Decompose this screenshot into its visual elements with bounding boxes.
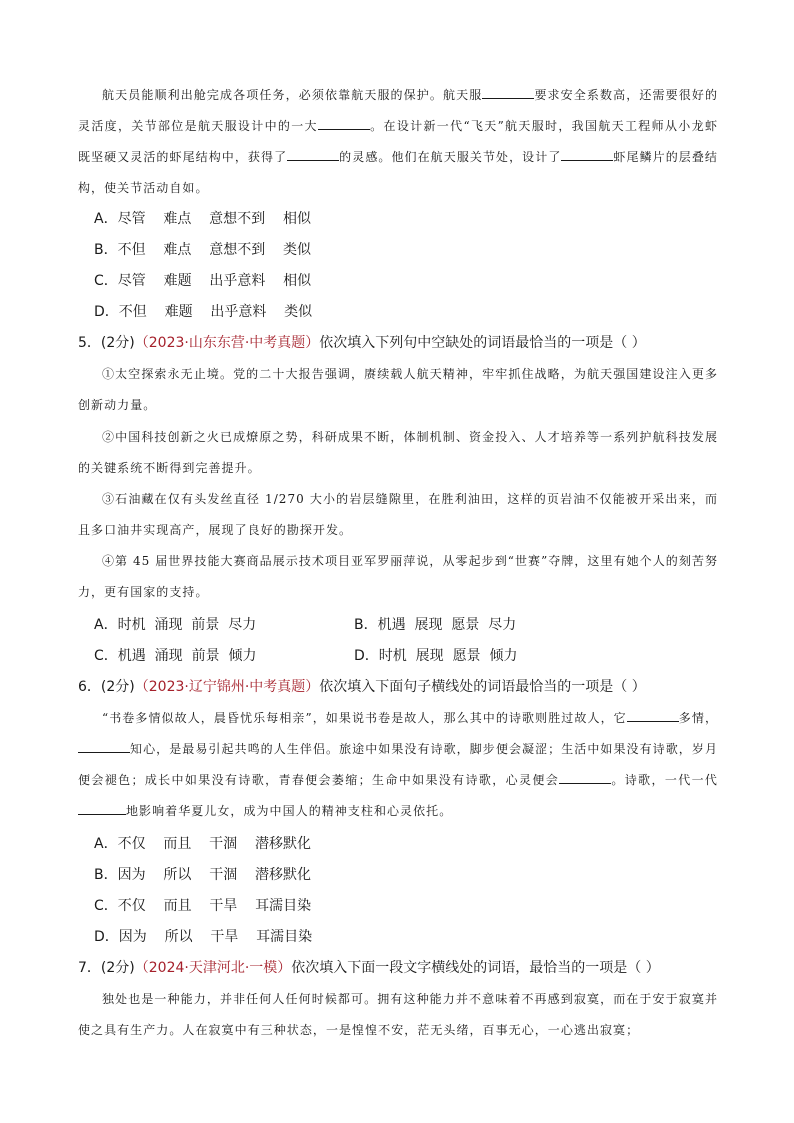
q4-option-d[interactable]: D．不但 难题 出乎意料 类似 xyxy=(94,304,313,320)
q5-sentence-3: ③石油藏在仅有头发丝直径 1/270 大小的岩层缝隙里，在胜利油田，这样的页岩油不仅能被开采出来，而且多口油井实现高产，展现了良好的勘探开发。 xyxy=(78,492,718,537)
q6-passage-part: 地影响着华夏儿女，成为中国人的精神支柱和心灵依托。 xyxy=(126,804,453,818)
q5-option-d[interactable]: D．时机 展现 愿景 倾力 xyxy=(354,648,518,664)
fill-blank xyxy=(78,803,126,815)
q4-passage-part: 虾尾鳞片的层叠结构，使关节活动自如。 xyxy=(78,150,718,195)
q4-option-a[interactable]: A．尽管 难点 意想不到 相似 xyxy=(94,211,311,227)
q6-passage-part: 多情， xyxy=(678,711,719,725)
q6-option-c[interactable]: C．不仅 而且 干旱 耳濡目染 xyxy=(94,898,312,914)
fill-blank xyxy=(318,118,370,130)
q5-option-a[interactable]: A．时机 涌现 前景 尽力 xyxy=(94,617,257,633)
q5-header xyxy=(78,332,646,352)
question-source: （2023·辽宁锦州·中考真题） xyxy=(134,679,320,695)
q6-option-d[interactable]: D．因为 所以 干旱 耳濡目染 xyxy=(94,929,313,945)
question-number: 7．(2分) xyxy=(78,960,135,976)
q6-header xyxy=(78,676,646,696)
q6-passage-part: 知心，是最易引起共鸣的人生伴侣。旅途中如果没有诗歌，脚步便会凝涩；生活中如果没有诗歌，岁月便会褪色；成长中如果没有诗歌，青春便会萎缩；生命中如果没有诗歌，心灵便会 xyxy=(78,742,718,787)
q5-sentence-1: ①太空探索永无止境。党的二十大报告强调，赓续载人航天精神，牢牢抓住战略，为航天强国建设注入更多创新动力量。 xyxy=(78,367,718,412)
q6-passage-part: 。诗歌，一代一代 xyxy=(611,773,718,787)
question-stem: 依次填入下面一段文字横线处的词语，最恰当的一项是（ ） xyxy=(291,960,660,976)
q4-option-b[interactable]: B．不但 难点 意想不到 类似 xyxy=(94,242,312,258)
q4-passage-part: 要求安全系数高，还需要很好的灵活度，关节部位是航天服设计中的一大 xyxy=(78,88,719,133)
q4-passage-part: 航天员能顺利出舱完成各项任务，必须依靠航天服的保护。航天服 xyxy=(102,88,483,102)
fill-blank xyxy=(627,710,679,722)
q4-passage-part: 的灵感。他们在航天服关节处，设计了 xyxy=(339,150,562,164)
fill-blank xyxy=(559,772,611,784)
question-number: 5．(2分) xyxy=(78,335,135,351)
q5-sentence-4: ④第 45 届世界技能大赛商品展示技术项目亚军罗丽萍说，从零起步到“世赛”夺牌，这里有她个人的刻苦努力，更有国家的支持。 xyxy=(78,554,718,599)
question-number: 6．(2分) xyxy=(78,679,135,695)
q5-option-c[interactable]: C．机遇 涌现 前景 倾力 xyxy=(94,648,257,664)
q4-option-c[interactable]: C．尽管 难题 出乎意料 相似 xyxy=(94,273,312,289)
fill-blank xyxy=(287,149,339,161)
q6-passage xyxy=(78,703,718,827)
fill-blank xyxy=(482,87,534,99)
fill-blank xyxy=(78,741,130,753)
q5-option-b[interactable]: B．机遇 展现 愿景 尽力 xyxy=(354,617,517,633)
q4-passage xyxy=(78,80,718,204)
q4-passage-part: 。在设计新一代“飞天”航天服时，我国航天工程师从小龙虾既坚硬又灵活的虾尾结构中，获得了 xyxy=(78,119,718,164)
q5-sentence-2: ②中国科技创新之火已成燎原之势，科研成果不断，体制机制、资金投入、人才培养等一系列护航科技发展的关键系统不断得到完善提升。 xyxy=(78,430,718,475)
question-stem: 依次填入下面句子横线处的词语最恰当的一项是（ ） xyxy=(319,679,646,695)
q6-option-b[interactable]: B．因为 所以 干涸 潜移默化 xyxy=(94,867,312,883)
q7-header xyxy=(78,957,660,977)
question-source: （2024·天津河北·一模） xyxy=(134,960,292,976)
q7-passage: 独处也是一种能力，并非任何人任何时候都可。拥有这种能力并不意味着不再感到寂寞，而在于安于寂寞并使之具有生产力。人在寂寞中有三种状态，一是惶惶不安，茫无头绪，百事无心，一心逃出寂寞； xyxy=(78,992,718,1037)
q6-passage-part: “书卷多情似故人，晨昏忧乐每相亲”，如果说书卷是故人，那么其中的诗歌则胜过故人，它 xyxy=(102,711,627,725)
question-stem: 依次填入下列句中空缺处的词语最恰当的一项是（ ） xyxy=(319,335,646,351)
question-source: （2023·山东东营·中考真题） xyxy=(134,335,320,351)
q6-option-a[interactable]: A．不仅 而且 干涸 潜移默化 xyxy=(94,836,311,852)
fill-blank xyxy=(561,149,613,161)
